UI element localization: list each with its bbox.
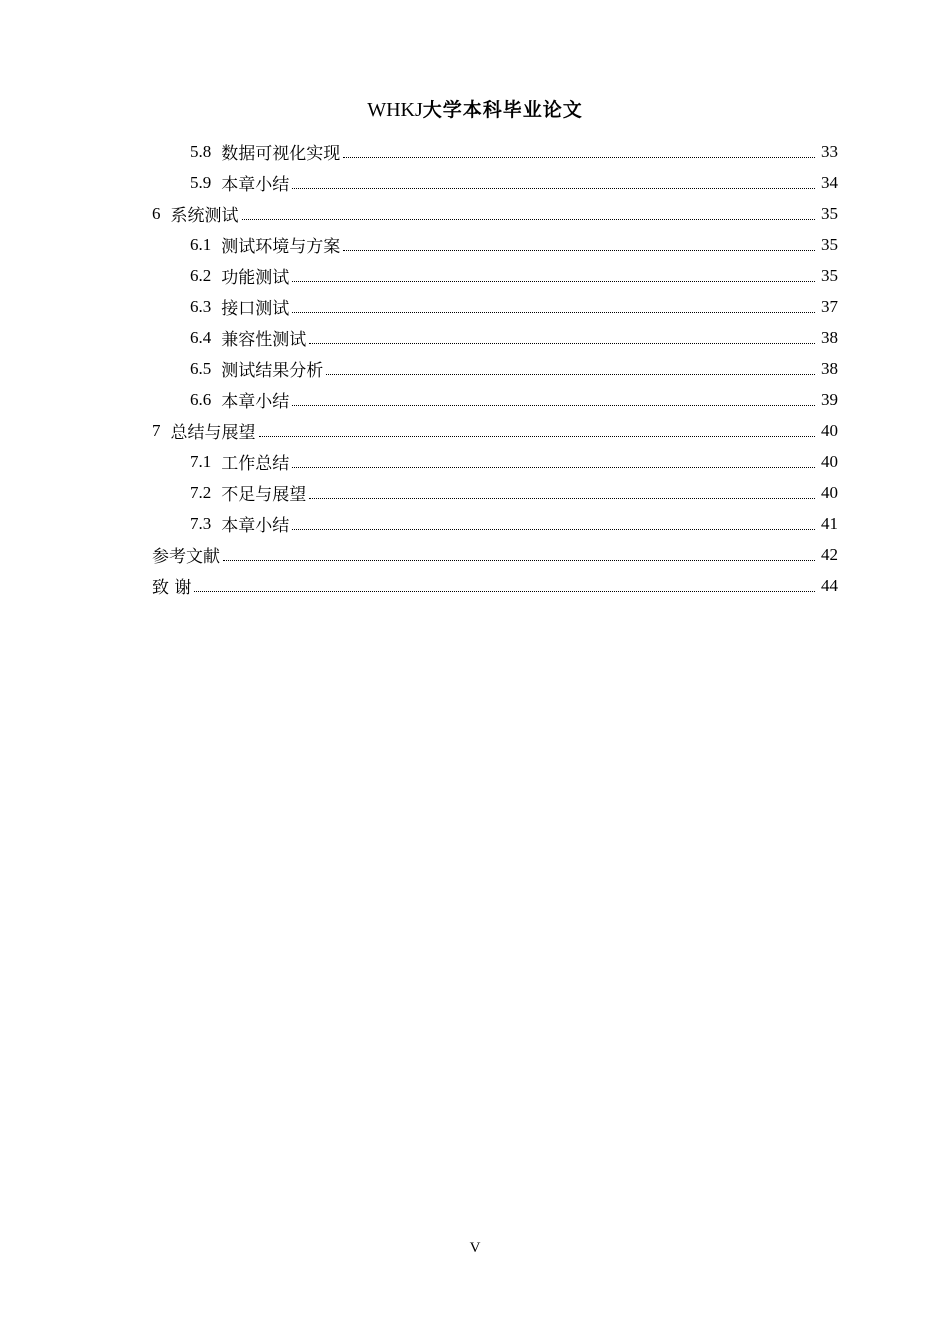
header-thesis-title: 大学本科毕业论文 bbox=[422, 99, 583, 121]
toc-entry-title: 接口测试 bbox=[221, 299, 290, 319]
toc-entry-page: 44 bbox=[821, 575, 838, 595]
toc-entry-number: 7.2 bbox=[190, 482, 212, 502]
toc-entry[interactable] bbox=[152, 539, 838, 570]
toc-entry-title: 数据可视化实现 bbox=[221, 144, 341, 164]
toc-entry[interactable] bbox=[152, 291, 838, 322]
toc-entry-page: 34 bbox=[821, 172, 838, 192]
toc-entry-title: 本章小结 bbox=[221, 392, 290, 412]
toc-entry-page: 40 bbox=[821, 420, 838, 440]
toc-dot-leader bbox=[326, 374, 815, 375]
toc-entry-page: 41 bbox=[821, 513, 838, 533]
toc-dot-leader bbox=[292, 188, 815, 189]
toc-dot-leader bbox=[343, 250, 815, 251]
toc-entry-page: 35 bbox=[821, 265, 838, 285]
toc-entry-page: 40 bbox=[821, 482, 838, 502]
toc-dot-leader bbox=[292, 405, 815, 406]
toc-dot-leader bbox=[292, 312, 815, 313]
toc-entry-title: 致 谢 bbox=[152, 578, 192, 598]
toc-entry-page: 37 bbox=[821, 296, 838, 316]
toc-entry[interactable] bbox=[152, 260, 838, 291]
toc-entry-title: 测试结果分析 bbox=[221, 361, 324, 381]
toc-entry[interactable] bbox=[152, 322, 838, 353]
toc-entry-number: 6.1 bbox=[190, 234, 212, 254]
toc-entry-title: 参考文献 bbox=[152, 547, 220, 567]
toc-entry-title: 不足与展望 bbox=[221, 485, 307, 505]
toc-entry-number: 7.3 bbox=[190, 513, 212, 533]
header-university-code: WHKJ bbox=[367, 99, 423, 121]
toc-entry[interactable] bbox=[152, 508, 838, 539]
toc-entry-title: 总结与展望 bbox=[170, 423, 256, 443]
toc-dot-leader bbox=[309, 343, 815, 344]
page-header bbox=[0, 95, 950, 124]
toc-entry-title: 测试环境与方案 bbox=[221, 237, 341, 257]
toc-entry-number: 6.4 bbox=[190, 327, 212, 347]
toc-dot-leader bbox=[292, 529, 815, 530]
toc-entry[interactable] bbox=[152, 477, 838, 508]
toc-entry-title: 本章小结 bbox=[221, 175, 290, 195]
toc-entry-number: 5.8 bbox=[190, 141, 212, 161]
toc-entry[interactable] bbox=[152, 229, 838, 260]
toc-entry-title: 工作总结 bbox=[221, 454, 290, 474]
toc-entry[interactable] bbox=[152, 446, 838, 477]
toc-entry-title: 功能测试 bbox=[221, 268, 290, 288]
toc-entry-number: 6.3 bbox=[190, 296, 212, 316]
toc-entry-page: 38 bbox=[821, 327, 838, 347]
toc-entry-page: 35 bbox=[821, 203, 838, 223]
toc-entry[interactable] bbox=[152, 198, 838, 229]
toc-entry-number: 7.1 bbox=[190, 451, 212, 471]
toc-entry[interactable] bbox=[152, 136, 838, 167]
toc-dot-leader bbox=[259, 436, 816, 437]
table-of-contents bbox=[152, 136, 838, 601]
page-number: V bbox=[469, 1240, 481, 1256]
toc-entry[interactable] bbox=[152, 570, 838, 601]
toc-dot-leader bbox=[194, 591, 815, 592]
toc-entry-page: 38 bbox=[821, 358, 838, 378]
toc-entry-number: 7 bbox=[152, 420, 161, 440]
toc-entry-page: 39 bbox=[821, 389, 838, 409]
toc-entry[interactable] bbox=[152, 353, 838, 384]
toc-entry-page: 33 bbox=[821, 141, 838, 161]
toc-entry-number: 6.5 bbox=[190, 358, 212, 378]
toc-entry[interactable] bbox=[152, 415, 838, 446]
toc-dot-leader bbox=[242, 219, 816, 220]
toc-dot-leader bbox=[223, 560, 815, 561]
toc-dot-leader bbox=[292, 467, 815, 468]
toc-entry-page: 42 bbox=[821, 544, 838, 564]
toc-entry[interactable] bbox=[152, 167, 838, 198]
toc-entry-page: 40 bbox=[821, 451, 838, 471]
toc-entry-number: 6.6 bbox=[190, 389, 212, 409]
toc-dot-leader bbox=[309, 498, 815, 499]
toc-entry-page: 35 bbox=[821, 234, 838, 254]
toc-entry-title: 本章小结 bbox=[221, 516, 290, 536]
toc-dot-leader bbox=[292, 281, 815, 282]
toc-entry[interactable] bbox=[152, 384, 838, 415]
toc-entry-number: 5.9 bbox=[190, 172, 212, 192]
toc-entry-title: 系统测试 bbox=[170, 206, 239, 226]
toc-entry-number: 6 bbox=[152, 203, 161, 223]
toc-dot-leader bbox=[343, 157, 815, 158]
toc-entry-title: 兼容性测试 bbox=[221, 330, 307, 350]
toc-entry-number: 6.2 bbox=[190, 265, 212, 285]
